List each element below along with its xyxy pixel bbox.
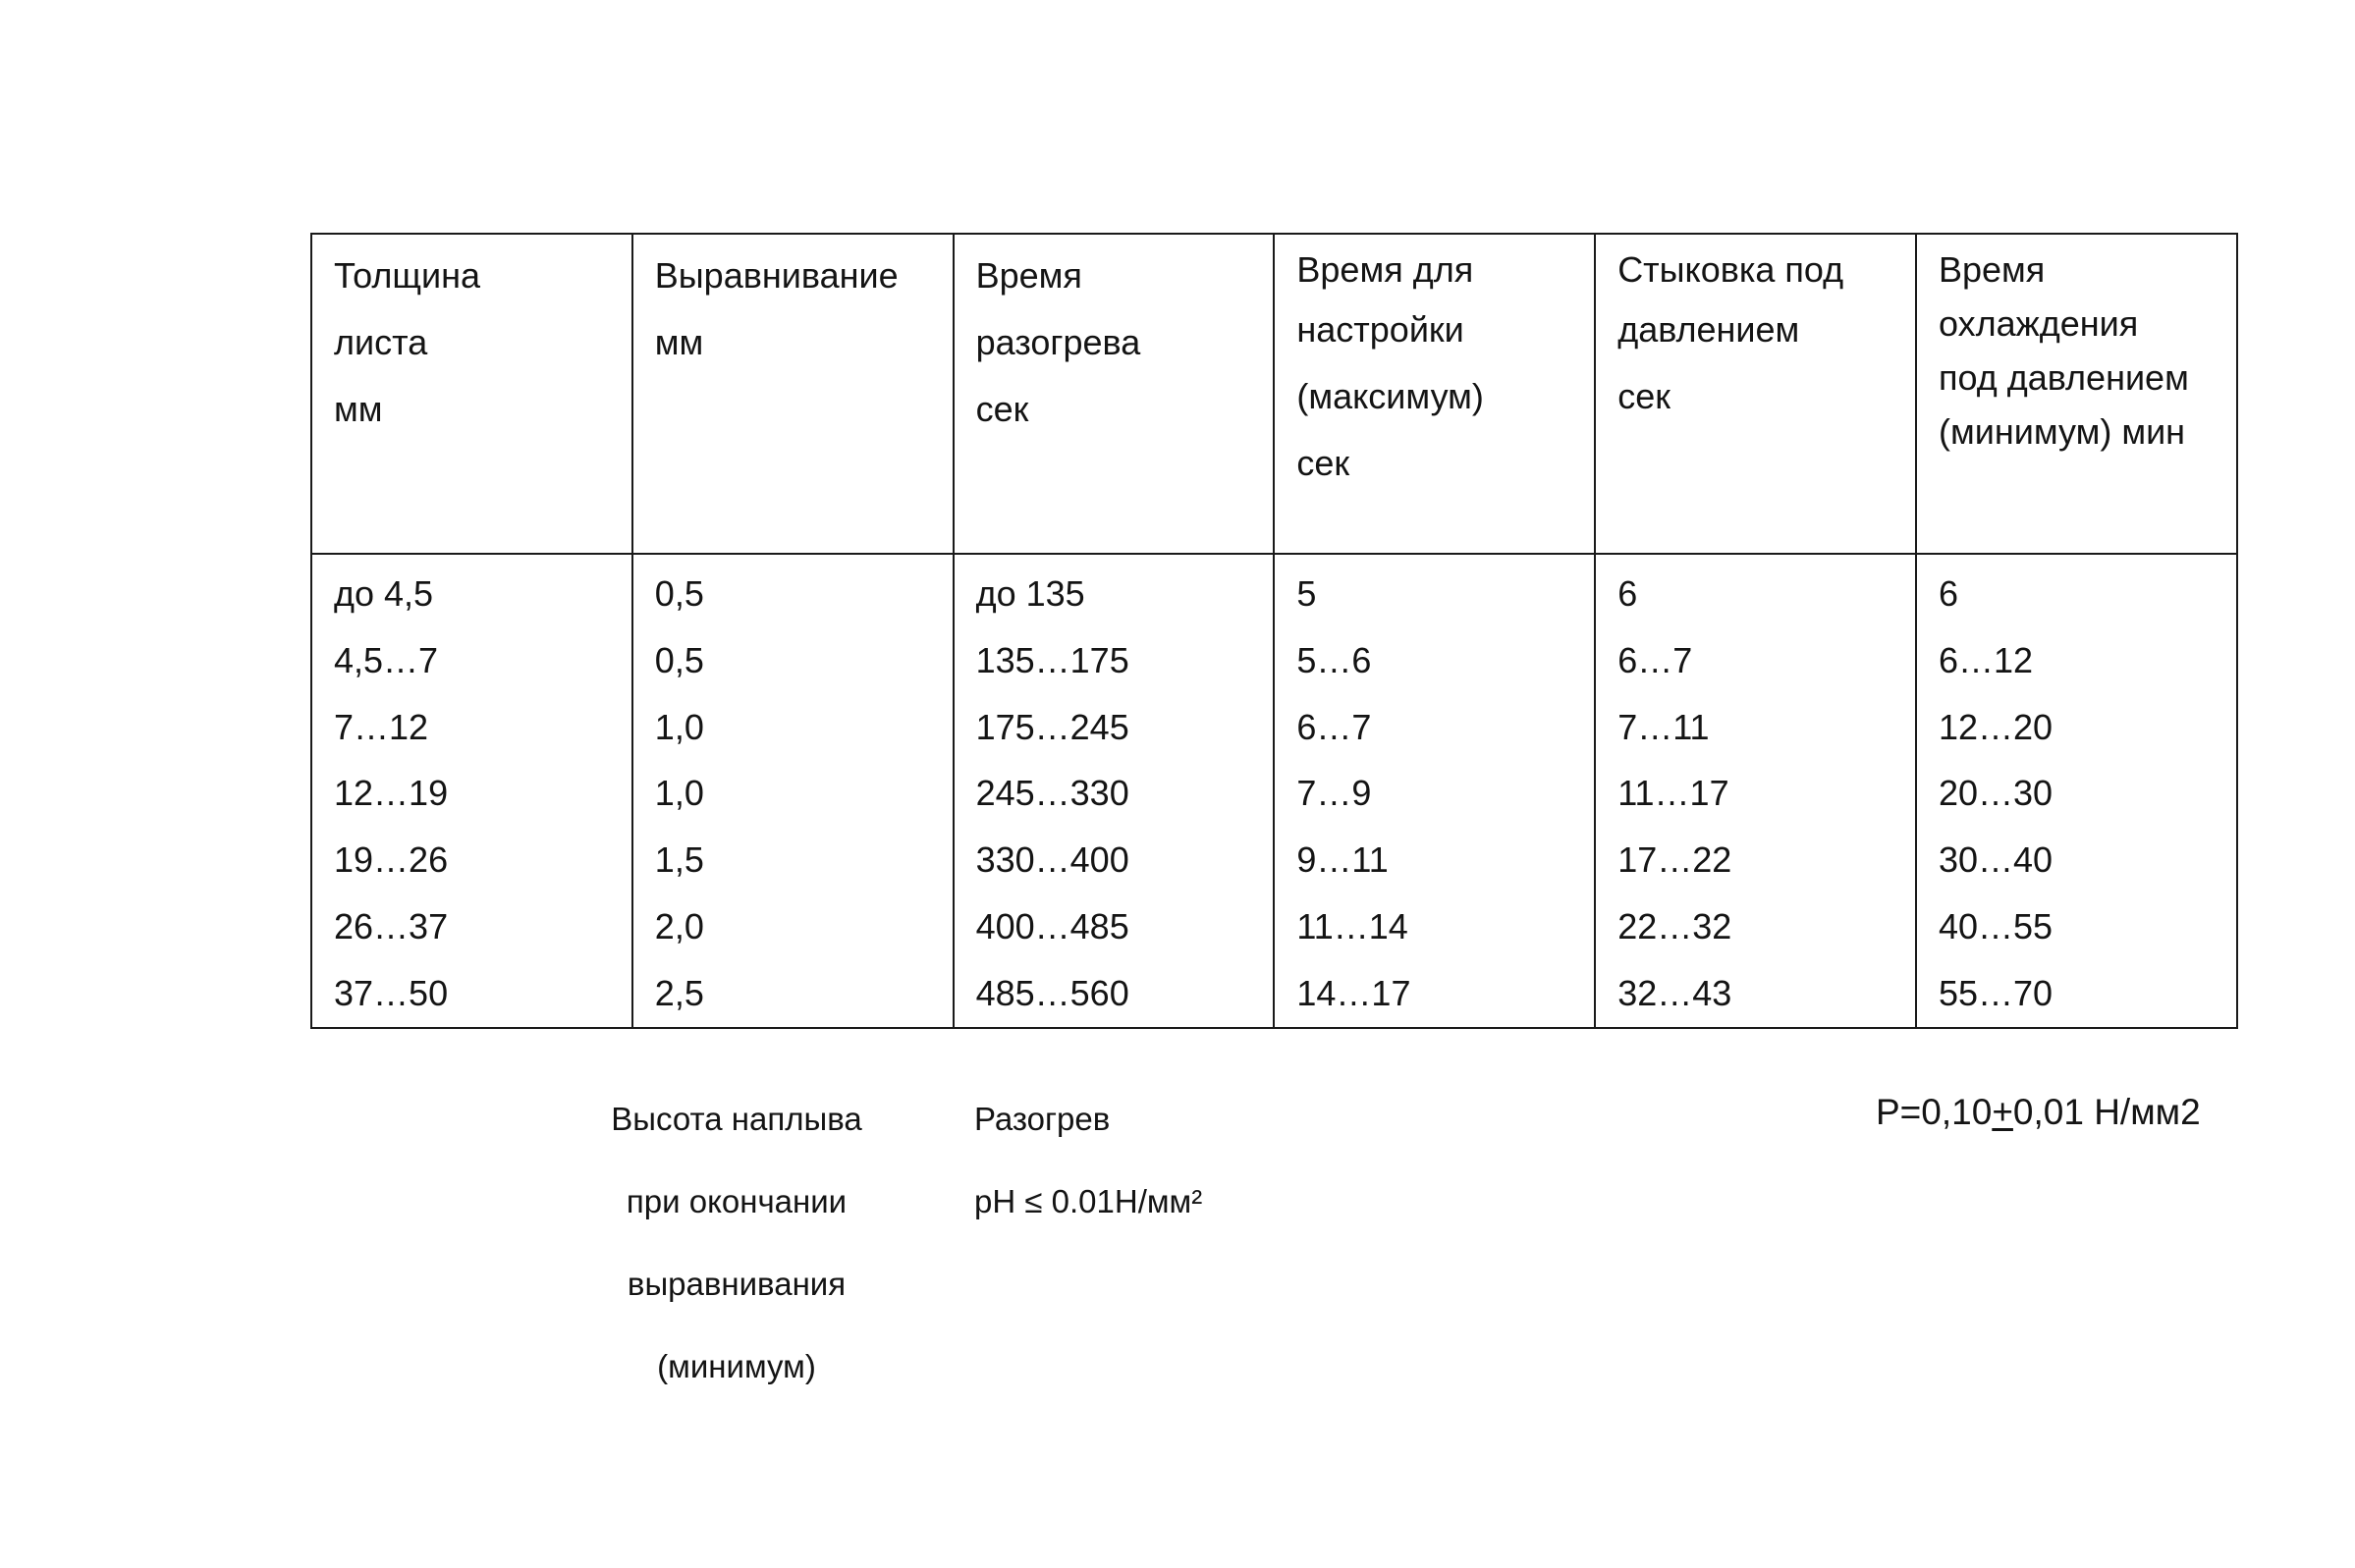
table-cell: 1,0 xyxy=(654,706,704,747)
table-cell: 400…485 xyxy=(975,905,1129,946)
welding-parameters-table xyxy=(310,233,2238,1029)
pressure-tolerance: 0,01 Н/мм2 xyxy=(2012,1092,2201,1132)
header-text: Толщина xyxy=(334,255,481,296)
header-text: под давлением xyxy=(1938,357,2189,398)
table-cell: 17…22 xyxy=(1617,839,1732,881)
table-cell: 6 xyxy=(1938,573,1959,614)
table-cell: 32…43 xyxy=(1617,972,1732,1013)
table-cell: 0,5 xyxy=(654,639,704,680)
note-line: выравнивания xyxy=(627,1266,847,1302)
header-text: мм xyxy=(654,322,704,362)
table-cell: 9…11 xyxy=(1296,839,1389,881)
table-cell: 30…40 xyxy=(1938,839,2054,881)
pressure-value: P=0,10 xyxy=(1876,1092,1993,1132)
table-cell: 55…70 xyxy=(1938,972,2054,1013)
header-text: сек xyxy=(975,389,1029,429)
header-text: листа xyxy=(334,322,428,362)
header-text: настройки xyxy=(1296,309,1464,350)
header-cooling-time xyxy=(1916,234,2237,554)
table-cell: 135…175 xyxy=(975,639,1129,680)
header-sheet-thickness xyxy=(311,234,632,554)
header-alignment xyxy=(632,234,954,554)
table-cell: 37…50 xyxy=(334,972,449,1013)
header-text: сек xyxy=(1617,376,1670,416)
column-cooling-time xyxy=(1916,554,2237,1028)
header-pressure-joining xyxy=(1595,234,1916,554)
table-cell: 7…12 xyxy=(334,706,429,747)
header-text: (максимум) xyxy=(1296,376,1484,416)
header-text: мм xyxy=(334,389,383,429)
table-cell: 1,5 xyxy=(654,839,704,881)
note-line: (минимум) xyxy=(657,1348,816,1384)
bulge-height-note xyxy=(550,1078,923,1408)
table-cell: 26…37 xyxy=(334,905,449,946)
table-cell: 20…30 xyxy=(1938,773,2054,814)
table-cell: 14…17 xyxy=(1296,972,1411,1013)
header-text: Время xyxy=(1938,249,2046,290)
table-cell: 11…17 xyxy=(1617,773,1729,814)
table-row xyxy=(311,554,2237,1028)
table-cell: 1,0 xyxy=(654,773,704,814)
table-cell: 330…400 xyxy=(975,839,1129,881)
header-text: охлаждения xyxy=(1938,303,2139,344)
table-cell: 12…20 xyxy=(1938,706,2054,747)
table-cell: до 4,5 xyxy=(334,573,434,614)
table-cell: 2,0 xyxy=(654,905,704,946)
header-setup-time xyxy=(1274,234,1595,554)
table-cell: до 135 xyxy=(975,573,1085,614)
table-cell: 5…6 xyxy=(1296,639,1372,680)
table-cell: 245…330 xyxy=(975,773,1129,814)
header-text: Выравнивание xyxy=(654,255,899,296)
table-cell: 485…560 xyxy=(975,972,1129,1013)
header-text: сек xyxy=(1296,443,1350,483)
note-line: Высота наплыва xyxy=(611,1101,862,1137)
header-text: Время xyxy=(975,255,1082,296)
table-cell: 4,5…7 xyxy=(334,639,439,680)
note-line: pH ≤ 0.01Н/мм² xyxy=(974,1183,1203,1219)
table-cell: 40…55 xyxy=(1938,905,2054,946)
table-cell: 7…11 xyxy=(1617,706,1710,747)
heating-note xyxy=(974,1078,1202,1243)
header-text: Стыковка под xyxy=(1617,249,1844,290)
column-pressure-joining xyxy=(1595,554,1916,1028)
table-header xyxy=(311,234,2237,554)
column-heating-time xyxy=(954,554,1275,1028)
header-text: Время для xyxy=(1296,249,1474,290)
header-row xyxy=(311,234,2237,554)
header-text: давлением xyxy=(1617,309,1800,350)
pressure-formula xyxy=(1876,1092,2201,1133)
column-alignment xyxy=(632,554,954,1028)
table-cell: 6…12 xyxy=(1938,639,2034,680)
table-cell: 2,5 xyxy=(654,972,704,1013)
table-cell: 6…7 xyxy=(1617,639,1693,680)
table-cell: 5 xyxy=(1296,573,1317,614)
column-sheet-thickness xyxy=(311,554,632,1028)
table-cell: 0,5 xyxy=(654,573,704,614)
plus-minus-sign: + xyxy=(1992,1092,2013,1132)
table-cell: 12…19 xyxy=(334,773,449,814)
column-setup-time xyxy=(1274,554,1595,1028)
note-line: при окончании xyxy=(626,1183,848,1219)
table-cell: 6 xyxy=(1617,573,1638,614)
header-text: разогрева xyxy=(975,322,1141,362)
header-heating-time xyxy=(954,234,1275,554)
table-cell: 22…32 xyxy=(1617,905,1732,946)
table-cell: 6…7 xyxy=(1296,706,1372,747)
table-cell: 19…26 xyxy=(334,839,449,881)
table-cell: 7…9 xyxy=(1296,773,1372,814)
note-line: Разогрев xyxy=(974,1101,1111,1137)
table-cell: 175…245 xyxy=(975,706,1129,747)
header-text: (минимум) мин xyxy=(1938,411,2186,452)
table-cell: 11…14 xyxy=(1296,905,1408,946)
table-body xyxy=(311,554,2237,1028)
